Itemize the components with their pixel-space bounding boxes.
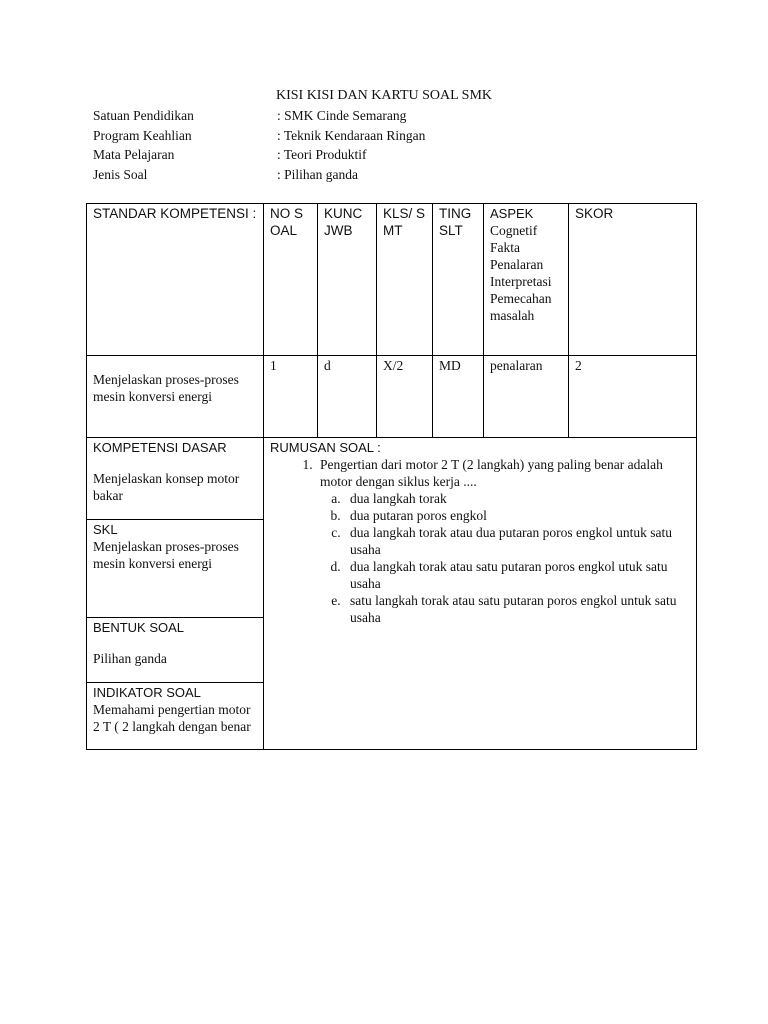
option-b: b. dua putaran poros engkol xyxy=(344,507,690,524)
indikator-text: Memahami pengertian motor 2 T ( 2 langkah dengan benar xyxy=(93,702,251,734)
meta-info xyxy=(93,107,425,186)
bentuk-soal-text: Pilihan ganda xyxy=(93,651,167,666)
cell-standar xyxy=(87,356,264,438)
cell-kunci: d xyxy=(318,356,377,438)
header-row xyxy=(87,204,697,356)
indikator-label: INDIKATOR SOAL xyxy=(93,685,201,700)
bentuk-soal-label: BENTUK SOAL xyxy=(93,620,185,635)
left-info-stack xyxy=(87,438,264,750)
aspek-item: Interpretasi xyxy=(490,274,552,289)
meta-value: : SMK Cinde Semarang xyxy=(277,108,407,123)
header-kls: KLS/ SMT xyxy=(377,204,433,356)
meta-label: Satuan Pendidikan xyxy=(93,108,194,123)
cell-aspek: penalaran xyxy=(484,356,569,438)
option-a: a. dua langkah torak xyxy=(344,490,690,507)
aspek-item: Pemecahan xyxy=(490,291,552,306)
header-skor: SKOR xyxy=(569,204,697,356)
aspek-title: ASPEK xyxy=(490,206,534,221)
option-d: d. dua langkah torak atau satu putaran poros engkol utuk satu usaha xyxy=(344,558,690,592)
question-text: Pengertian dari motor 2 T (2 langkah) yang paling benar adalah motor dengan siklus kerja .... xyxy=(320,457,663,489)
cell-kls: X/2 xyxy=(377,356,433,438)
skl-block xyxy=(87,520,263,618)
kompetensi-dasar-text: Menjelaskan konsep motor bakar xyxy=(93,471,240,503)
data-row xyxy=(87,356,697,438)
meta-value: : Pilihan ganda xyxy=(277,167,358,183)
cell-tingkat: MD xyxy=(433,356,484,438)
aspek-item: masalah xyxy=(490,308,535,323)
skl-text: Menjelaskan proses-proses mesin konversi energi xyxy=(93,539,239,571)
document-title: KISI KISI DAN KARTU SOAL SMK xyxy=(275,88,493,103)
cell-no: 1 xyxy=(264,356,318,438)
meta-row-mapel xyxy=(93,146,425,166)
header-kunci: KUNC JWB xyxy=(318,204,377,356)
question-item xyxy=(316,456,690,626)
meta-value: : Teknik Kendaraan Ringan xyxy=(277,127,426,143)
question-list xyxy=(270,456,690,626)
header-no-soal: NO SOAL xyxy=(264,204,318,356)
bentuk-soal-block xyxy=(87,618,263,683)
aspek-item: Fakta xyxy=(490,240,520,255)
meta-label: Mata Pelajaran xyxy=(93,147,175,163)
header-aspek xyxy=(484,204,569,356)
option-c: c. dua langkah torak atau dua putaran poros engkol untuk satu usaha xyxy=(344,524,690,558)
kompetensi-dasar-block xyxy=(87,438,263,520)
rumusan-soal-label: RUMUSAN SOAL : xyxy=(270,440,381,455)
skl-label: SKL xyxy=(93,522,118,537)
detail-row xyxy=(87,438,697,750)
cell-skor: 2 xyxy=(569,356,697,438)
meta-label: Jenis Soal xyxy=(93,167,148,183)
answer-options xyxy=(320,490,690,626)
meta-value: : Teori Produktif xyxy=(277,147,367,163)
aspek-item: Cognetif xyxy=(490,223,538,238)
header-standar: STANDAR KOMPETENSI : xyxy=(87,204,264,356)
meta-label: Program Keahlian xyxy=(93,127,192,143)
meta-row-program xyxy=(93,127,425,147)
question-card-table xyxy=(86,203,697,750)
rumusan-soal-cell xyxy=(264,438,697,750)
header-tingkat: TING SLT xyxy=(433,204,484,356)
meta-row-jenis xyxy=(93,166,425,186)
indikator-block xyxy=(87,683,263,749)
option-e: e. satu langkah torak atau satu putaran poros engkol untuk satu usaha xyxy=(344,592,690,626)
standar-text: Menjelaskan proses-proses mesin konversi energi xyxy=(93,372,239,404)
kompetensi-dasar-label: KOMPETENSI DASAR xyxy=(93,440,227,455)
meta-row-satuan xyxy=(93,107,425,127)
aspek-item: Penalaran xyxy=(490,257,544,272)
